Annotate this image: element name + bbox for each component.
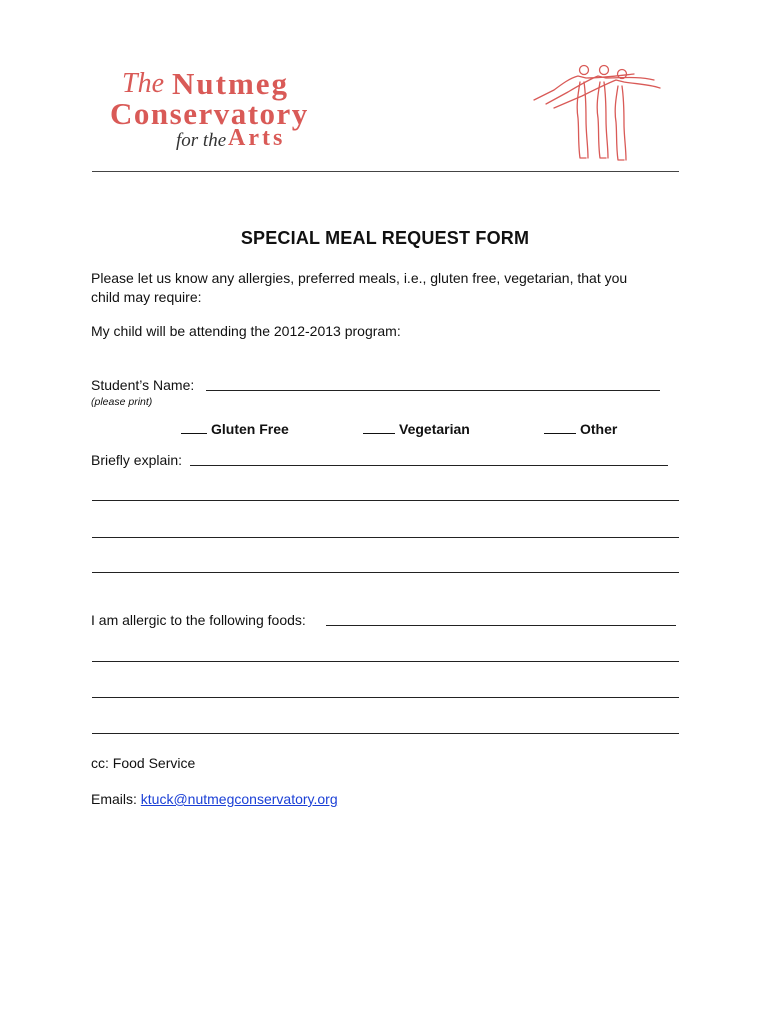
please-print-note: (please print) (91, 396, 153, 408)
allergy-line-4[interactable] (92, 733, 679, 734)
vegetarian-label: Vegetarian (399, 421, 470, 437)
header-divider (92, 171, 679, 172)
emails-label: Emails: (91, 791, 137, 807)
logo-arts: Arts (228, 125, 286, 151)
email-link[interactable]: ktuck@nutmegconservatory.org (140, 791, 338, 807)
logo-for-the: for the (176, 130, 227, 151)
briefly-explain-label: Briefly explain: (91, 452, 183, 468)
explain-line-3[interactable] (92, 537, 679, 538)
explain-line-2[interactable] (92, 500, 679, 501)
dancers-icon (526, 60, 662, 164)
student-name-label: Student’s Name: (91, 377, 195, 393)
emails-row (91, 790, 338, 809)
vegetarian-blank[interactable] (363, 433, 395, 434)
gluten-free-label: Gluten Free (211, 421, 289, 437)
logo-nutmeg: Nutmeg (172, 66, 290, 101)
form-title: SPECIAL MEAL REQUEST FORM (240, 228, 530, 248)
allergy-line-3[interactable] (92, 697, 679, 698)
option-vegetarian[interactable] (363, 421, 470, 437)
option-other[interactable] (544, 421, 617, 437)
cc-text: cc: Food Service (91, 755, 196, 771)
briefly-explain-field[interactable] (190, 465, 668, 466)
gluten-free-blank[interactable] (181, 433, 207, 434)
allergy-line-2[interactable] (92, 661, 679, 662)
logo-conservatory: Conservatory (110, 96, 309, 131)
intro-line-1: Please let us know any allergies, preferred meals, i.e., gluten free, vegetarian, that you (91, 270, 628, 286)
allergic-label: I am allergic to the following foods: (91, 612, 306, 628)
intro-line-2: child may require: (91, 289, 202, 305)
student-name-field[interactable] (206, 390, 660, 391)
option-gluten-free[interactable] (181, 421, 289, 437)
explain-line-4[interactable] (92, 572, 679, 573)
allergic-field[interactable] (326, 625, 676, 626)
other-label: Other (580, 421, 618, 437)
other-blank[interactable] (544, 433, 576, 434)
attending-text: My child will be attending the 2012-2013 program: (91, 323, 401, 339)
logo-the: The (122, 68, 164, 99)
